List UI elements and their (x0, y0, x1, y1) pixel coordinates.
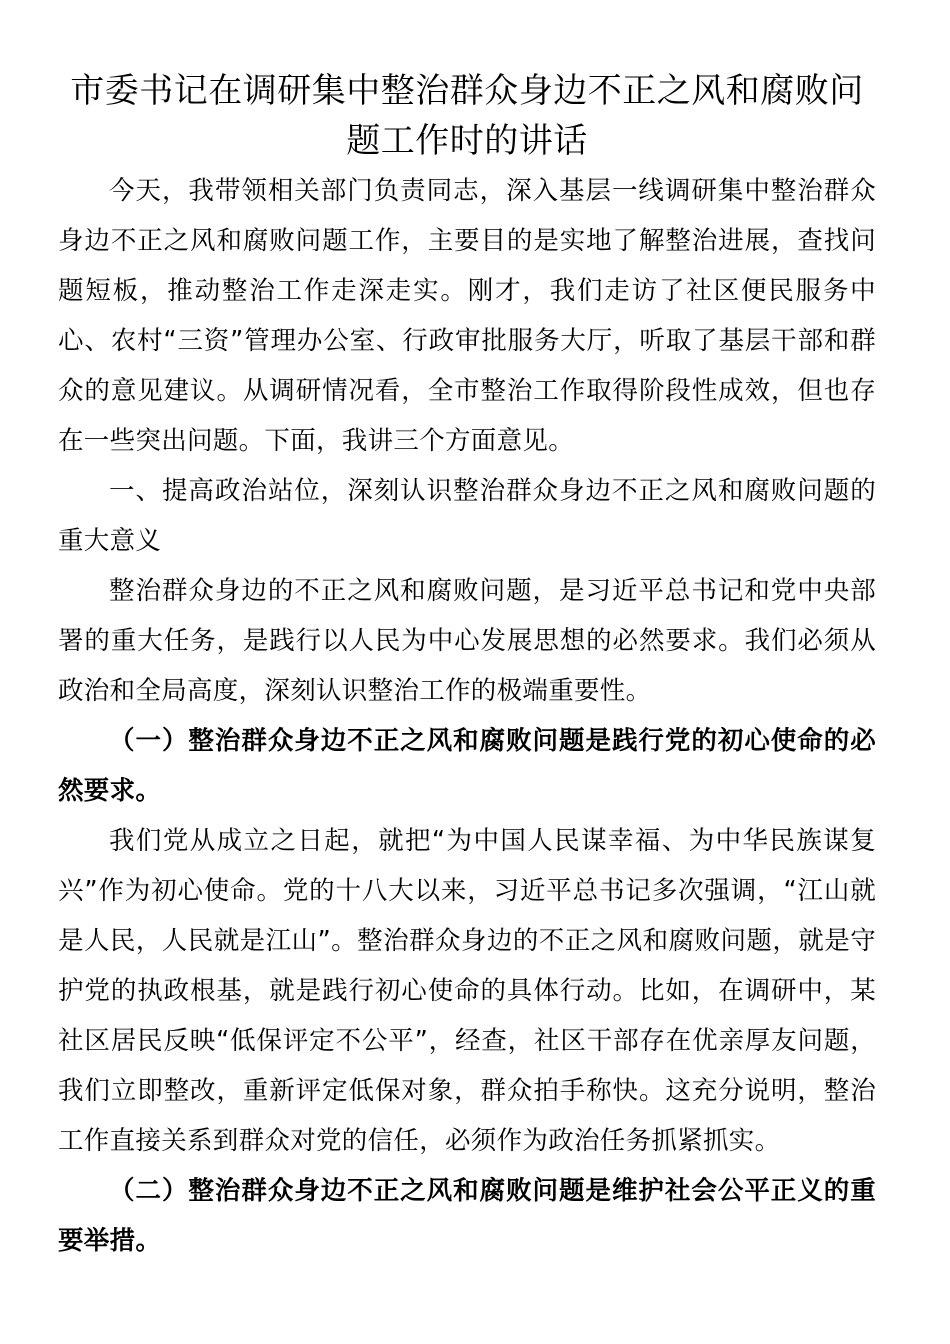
document-page (58, 66, 876, 1266)
section-1-paragraph: 整治群众身边的不正之风和腐败问题，是习近平总书记和党中央部署的重大任务，是践行以人民为中心发展思想的必然要求。我们必须从政治和全局高度，深刻认识整治工作的极端重要性。 (58, 576, 876, 706)
subsection-heading-2: （二）整治群众身边不正之风和腐败问题是维护社会公平正义的重要举措。 (58, 1176, 876, 1256)
document-title: 市委书记在调研集中整治群众身边不正之风和腐败问题工作时的讲话 (70, 71, 864, 161)
intro-paragraph: 今天，我带领相关部门负责同志，深入基层一线调研集中整治群众身边不正之风和腐败问题工作，主要目的是实地了解整治进展，查找问题短板，推动整治工作走深走实。刚才，我们走访了社区便民服务中心、农村“三资”管理办公室、行政审批服务大厅，听取了基层干部和群众的意见建议。从调研情况看，全市整治工作取得阶段性成效，但也存在一些突出问题。下面，我讲三个方面意见。 (58, 176, 876, 456)
section-heading-1: 一、提高政治站位，深刻认识整治群众身边不正之风和腐败问题的重大意义 (58, 476, 876, 556)
subsection-heading-1: （一）整治群众身边不正之风和腐败问题是践行党的初心使命的必然要求。 (58, 726, 876, 806)
subsection-1-paragraph: 我们党从成立之日起，就把“为中国人民谋幸福、为中华民族谋复兴”作为初心使命。党的十八大以来，习近平总书记多次强调，“江山就是人民，人民就是江山”。整治群众身边的不正之风和腐败问题，就是守护党的执政根基，就是践行初心使命的具体行动。比如，在调研中，某社区居民反映“低保评定不公平”，经查，社区干部存在优亲厚友问题，我们立即整改，重新评定低保对象，群众拍手称快。这充分说明，整治工作直接关系到群众对党的信任，必须作为政治任务抓紧抓实。 (58, 826, 876, 1156)
